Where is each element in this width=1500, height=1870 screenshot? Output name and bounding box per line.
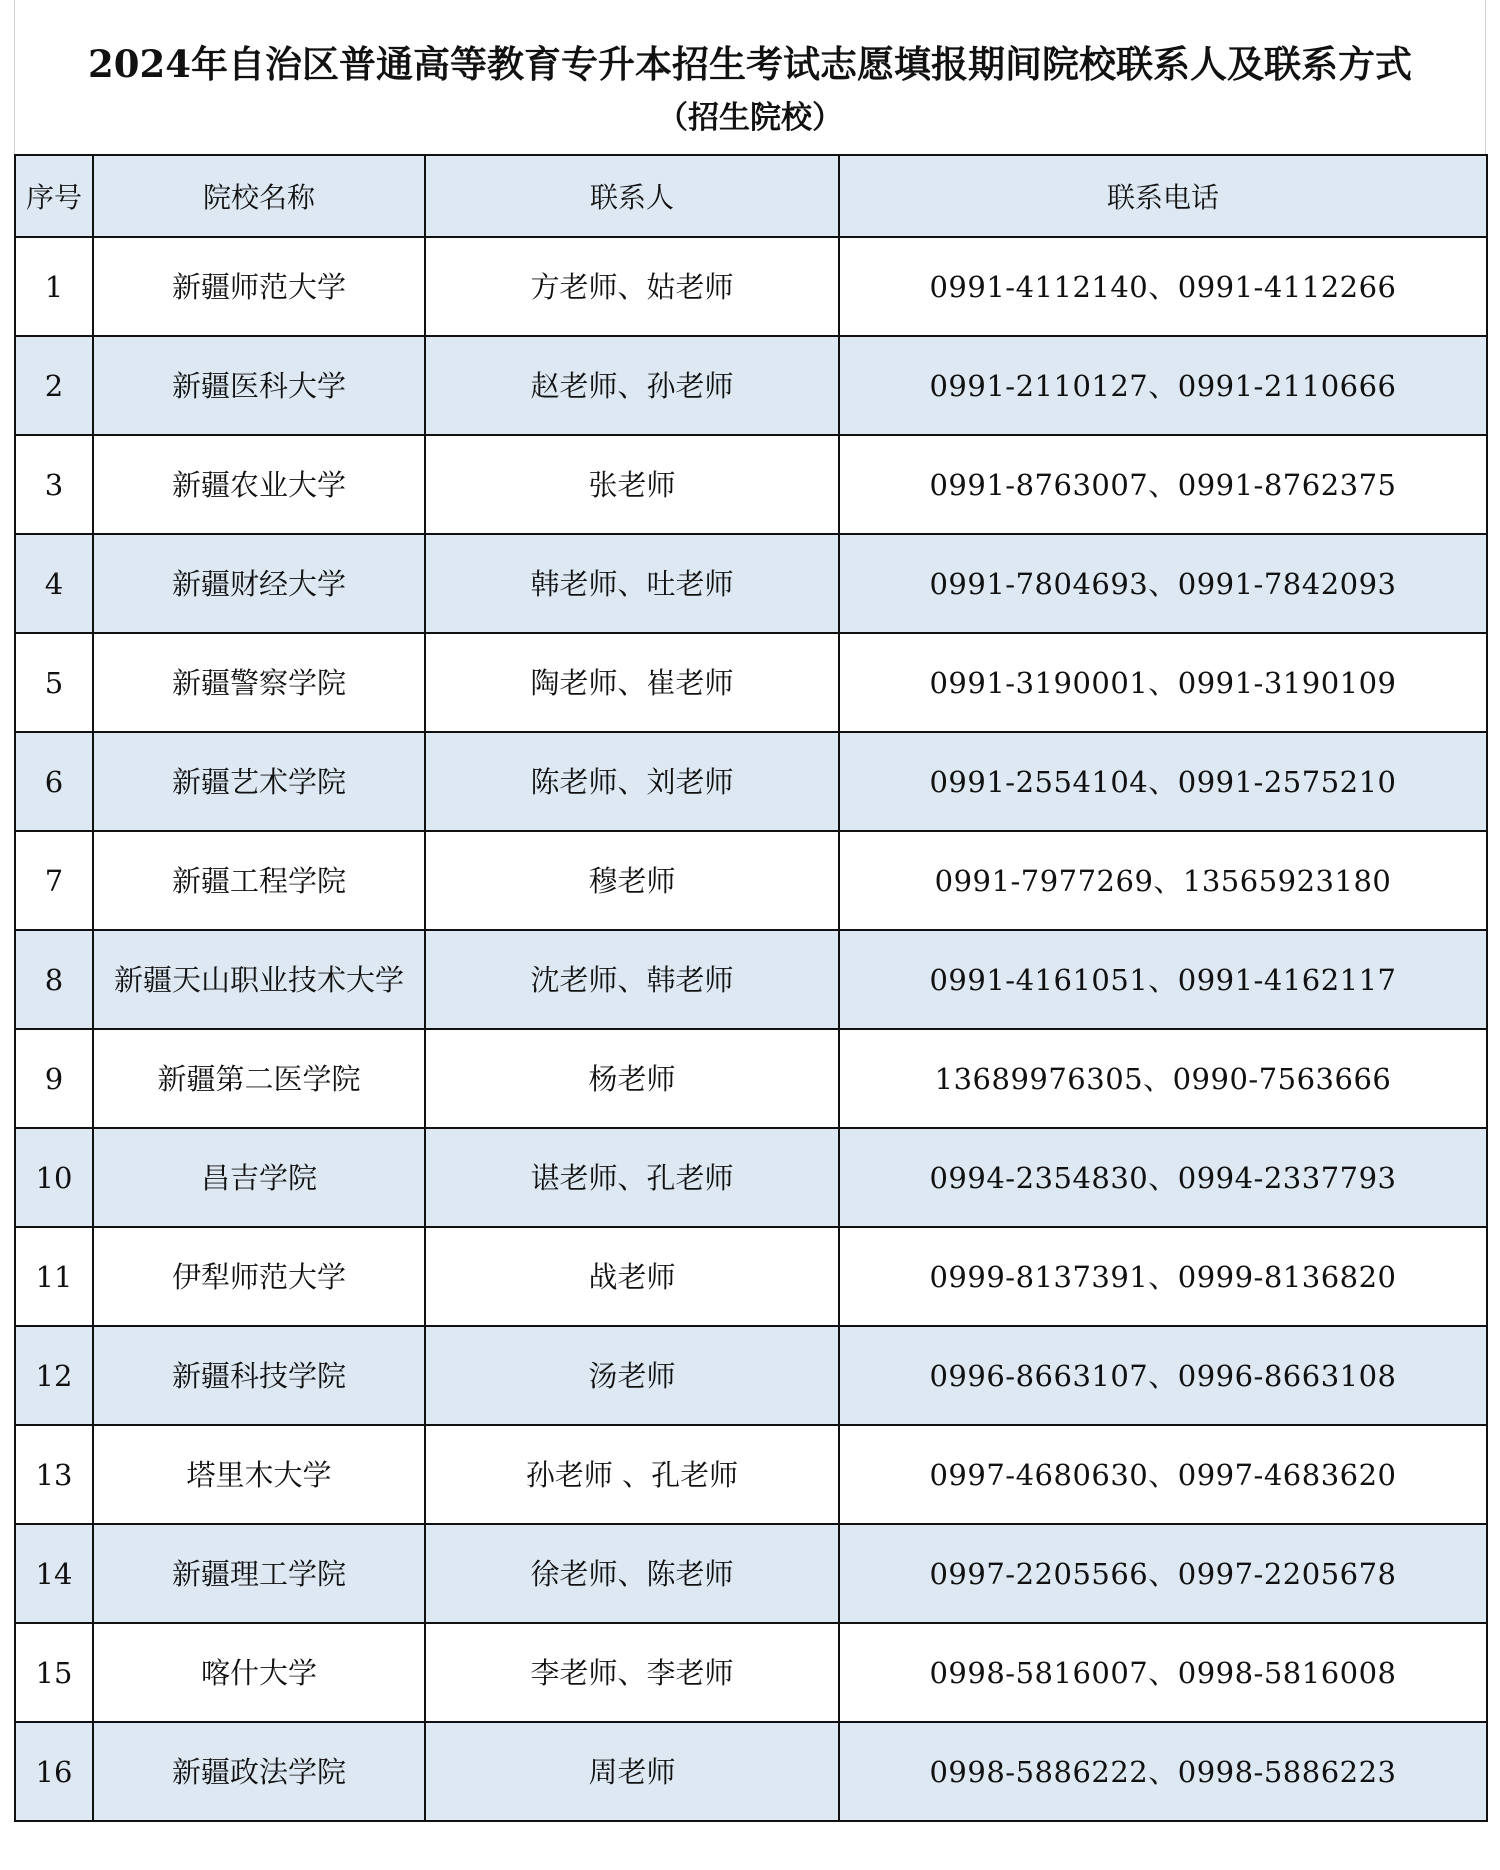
header-row (15, 155, 1487, 237)
cell-school: 新疆科技学院 (93, 1326, 425, 1425)
cell-contact: 孙老师 、孔老师 (425, 1425, 839, 1524)
cell-school: 新疆第二医学院 (93, 1029, 425, 1128)
cell-number: 6 (15, 732, 93, 831)
cell-school: 新疆财经大学 (93, 534, 425, 633)
cell-phone: 0991-8763007、0991-8762375 (839, 435, 1487, 534)
cell-contact: 徐老师、陈老师 (425, 1524, 839, 1623)
table-row (15, 237, 1487, 336)
cell-phone: 13689976305、0990-7563666 (839, 1029, 1487, 1128)
cell-number: 1 (15, 237, 93, 336)
cell-school: 新疆艺术学院 (93, 732, 425, 831)
table-row (15, 1326, 1487, 1425)
cell-school: 新疆师范大学 (93, 237, 425, 336)
cell-number: 3 (15, 435, 93, 534)
cell-number: 13 (15, 1425, 93, 1524)
cell-phone: 0991-7804693、0991-7842093 (839, 534, 1487, 633)
cell-contact: 张老师 (425, 435, 839, 534)
cell-phone: 0997-2205566、0997-2205678 (839, 1524, 1487, 1623)
cell-number: 11 (15, 1227, 93, 1326)
title-area (14, 0, 1486, 154)
table-row (15, 831, 1487, 930)
cell-contact: 方老师、姑老师 (425, 237, 839, 336)
page-title: 2024年自治区普通高等教育专升本招生考试志愿填报期间院校联系人及联系方式 (88, 42, 1412, 86)
cell-contact: 陈老师、刘老师 (425, 732, 839, 831)
cell-phone: 0991-3190001、0991-3190109 (839, 633, 1487, 732)
cell-school: 新疆医科大学 (93, 336, 425, 435)
cell-number: 2 (15, 336, 93, 435)
column-header-phone: 联系电话 (839, 155, 1487, 237)
cell-number: 15 (15, 1623, 93, 1722)
cell-school: 塔里木大学 (93, 1425, 425, 1524)
contacts-table (14, 154, 1488, 1822)
cell-number: 4 (15, 534, 93, 633)
cell-school: 喀什大学 (93, 1623, 425, 1722)
cell-phone: 0991-2110127、0991-2110666 (839, 336, 1487, 435)
cell-phone: 0991-4161051、0991-4162117 (839, 930, 1487, 1029)
cell-phone: 0998-5886222、0998-5886223 (839, 1722, 1487, 1821)
cell-school: 新疆理工学院 (93, 1524, 425, 1623)
cell-number: 10 (15, 1128, 93, 1227)
table-row (15, 534, 1487, 633)
cell-phone: 0991-2554104、0991-2575210 (839, 732, 1487, 831)
cell-number: 5 (15, 633, 93, 732)
cell-contact: 穆老师 (425, 831, 839, 930)
table-row (15, 1128, 1487, 1227)
cell-number: 8 (15, 930, 93, 1029)
cell-phone: 0991-4112140、0991-4112266 (839, 237, 1487, 336)
column-header-number: 序号 (15, 155, 93, 237)
cell-contact: 陶老师、崔老师 (425, 633, 839, 732)
cell-contact: 沈老师、韩老师 (425, 930, 839, 1029)
cell-school: 新疆天山职业技术大学 (93, 930, 425, 1029)
cell-phone: 0991-7977269、13565923180 (839, 831, 1487, 930)
table-row (15, 930, 1487, 1029)
cell-school: 新疆工程学院 (93, 831, 425, 930)
table-row (15, 1425, 1487, 1524)
cell-school: 伊犁师范大学 (93, 1227, 425, 1326)
table-row (15, 732, 1487, 831)
table-row (15, 1623, 1487, 1722)
cell-phone: 0997-4680630、0997-4683620 (839, 1425, 1487, 1524)
cell-contact: 赵老师、孙老师 (425, 336, 839, 435)
table-header (15, 155, 1487, 237)
cell-school: 新疆政法学院 (93, 1722, 425, 1821)
cell-number: 12 (15, 1326, 93, 1425)
cell-contact: 周老师 (425, 1722, 839, 1821)
cell-phone: 0994-2354830、0994-2337793 (839, 1128, 1487, 1227)
cell-number: 16 (15, 1722, 93, 1821)
cell-number: 7 (15, 831, 93, 930)
table-row (15, 633, 1487, 732)
table-row (15, 435, 1487, 534)
cell-phone: 0999-8137391、0999-8136820 (839, 1227, 1487, 1326)
cell-number: 9 (15, 1029, 93, 1128)
table-row (15, 1029, 1487, 1128)
cell-school: 新疆警察学院 (93, 633, 425, 732)
cell-school: 新疆农业大学 (93, 435, 425, 534)
column-header-school: 院校名称 (93, 155, 425, 237)
table-row (15, 1722, 1487, 1821)
cell-contact: 杨老师 (425, 1029, 839, 1128)
page-subtitle: （招生院校） (657, 100, 843, 136)
table-row (15, 336, 1487, 435)
cell-phone: 0996-8663107、0996-8663108 (839, 1326, 1487, 1425)
cell-contact: 谌老师、孔老师 (425, 1128, 839, 1227)
cell-contact: 韩老师、吐老师 (425, 534, 839, 633)
cell-phone: 0998-5816007、0998-5816008 (839, 1623, 1487, 1722)
cell-number: 14 (15, 1524, 93, 1623)
cell-contact: 汤老师 (425, 1326, 839, 1425)
column-header-contact: 联系人 (425, 155, 839, 237)
cell-contact: 战老师 (425, 1227, 839, 1326)
table-body (15, 237, 1487, 1821)
cell-school: 昌吉学院 (93, 1128, 425, 1227)
cell-contact: 李老师、李老师 (425, 1623, 839, 1722)
table-row (15, 1227, 1487, 1326)
table-row (15, 1524, 1487, 1623)
